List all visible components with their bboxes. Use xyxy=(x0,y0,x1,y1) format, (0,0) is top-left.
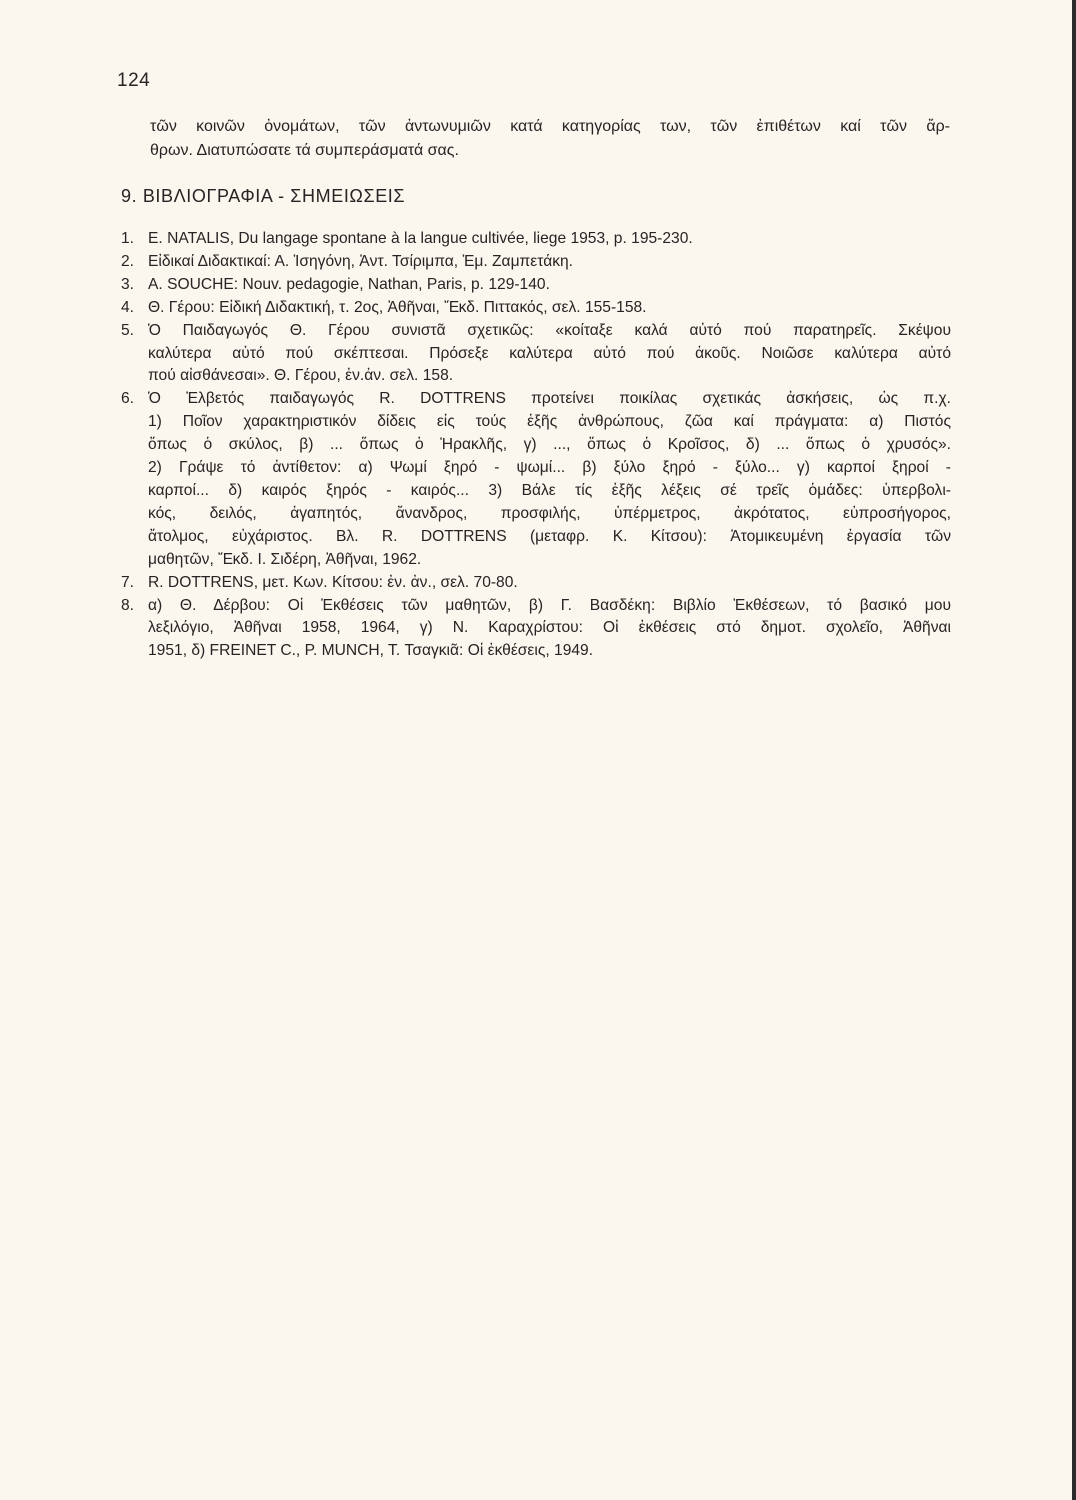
note-item xyxy=(121,274,951,297)
note-text xyxy=(148,320,951,389)
note-text xyxy=(148,595,951,664)
note-line: μαθητῶν, Ἔκδ. Ι. Σιδέρη, Ἀθῆναι, 1962. xyxy=(148,550,422,568)
page-edge xyxy=(1072,0,1076,1500)
intro-line: θρων. Διατυπώσατε τά συμπεράσματά σας. xyxy=(150,142,459,159)
note-item xyxy=(121,251,951,274)
note-text xyxy=(148,388,951,571)
note-line: α) Θ. Δέρβου: Οἱ Ἐκθέσεις τῶν μαθητῶν, β) Γ. Βασδέκη: Βιβλίο Ἐκθέσεων, τό βασικό μου xyxy=(148,596,951,614)
note-line: λεξιλόγιο, Ἀθῆναι 1958, 1964, γ) Ν. Καραχρίστου: Οἱ ἐκθέσεις στό δημοτ. σχολεῖο, Ἀθῆναι xyxy=(148,619,951,637)
intro-paragraph xyxy=(150,115,950,163)
note-number: 1. xyxy=(121,230,135,247)
intro-line: τῶν κοινῶν ὀνομάτων, τῶν ἀντωνυμιῶν κατά κατηγορίας των, τῶν ἐπιθέτων καί τῶν ἄρ- xyxy=(150,118,950,135)
note-line: καρποί... δ) καιρός ξηρός - καιρός... 3) Βάλε τίς ἑξῆς λέξεις σέ τρεῖς ὁμάδες: ὑπερβολι- xyxy=(148,481,951,499)
note-line: Ὁ Ἐλβετός παιδαγωγός R. DOTTRENS προτείνει ποικίλας σχετικάς ἀσκήσεις, ὡς π.χ. xyxy=(148,390,951,408)
note-number: 2. xyxy=(121,252,135,270)
note-number: 3. xyxy=(121,275,135,293)
note-text xyxy=(148,274,951,297)
note-line: Ὁ Παιδαγωγός Θ. Γέρου συνιστᾶ σχετικῶς: «κοίταξε καλά αὐτό πού παρατηρεῖς. Σκέψου xyxy=(148,321,951,339)
note-line: R. DOTTRENS, μετ. Κων. Κίτσου: ἐν. ἀν., σελ. 70-80. xyxy=(148,573,518,591)
note-item xyxy=(121,320,951,389)
note-number: 5. xyxy=(121,321,135,339)
page-number: 124 xyxy=(117,70,151,91)
note-number: 7. xyxy=(121,573,135,591)
note-item xyxy=(121,297,951,320)
note-item xyxy=(121,388,951,571)
notes-list xyxy=(121,228,951,663)
note-line: ὅπως ὁ σκύλος, β) ... ὅπως ὁ Ἡρακλῆς, γ) ..., ὅπως ὁ Κροῖσος, δ) ... ὅπως ὁ χρυσός». xyxy=(148,436,951,454)
note-line: E. NATALIS, Du langage spontane à la langue cultivée, liege 1953, p. 195-230. xyxy=(148,230,693,247)
note-text xyxy=(148,572,951,595)
note-number: 6. xyxy=(121,390,135,408)
note-text xyxy=(148,297,951,320)
note-item xyxy=(121,595,951,664)
note-line: πού αἰσθάνεσαι». Θ. Γέρου, ἐν.ἀν. σελ. 158. xyxy=(148,367,454,385)
note-number: 8. xyxy=(121,596,135,614)
note-item xyxy=(121,572,951,595)
note-line: ἄτολμος, εὐχάριστος. Βλ. R. DOTTRENS (μεταφρ. Κ. Κίτσου): Ἀτομικευμένη ἐργασία τῶν xyxy=(148,527,951,545)
section-heading: 9. ΒΙΒΛΙΟΓΡΑΦΙΑ - ΣΗΜΕΙΩΣΕΙΣ xyxy=(121,186,406,206)
note-item xyxy=(121,228,951,251)
note-line: Θ. Γέρου: Εἰδική Διδακτική, τ. 2ος, Ἀθῆναι, Ἔκδ. Πιττακός, σελ. 155-158. xyxy=(148,298,647,316)
note-line: A. SOUCHE: Nouv. pedagogie, Nathan, Paris, p. 129-140. xyxy=(148,275,550,293)
note-text xyxy=(148,251,951,274)
note-line: καλύτερα αὐτό πού σκέπτεσαι. Πρόσεξε καλύτερα αὐτό πού ἀκοῦς. Νοιῶσε καλύτερα αὐτό xyxy=(148,344,951,362)
note-line: 2) Γράψε τό ἀντίθετον: α) Ψωμί ξηρό - ψωμί... β) ξύλο ξηρό - ξύλο... γ) καρποί ξηροί - xyxy=(148,459,951,477)
note-line: κός, δειλός, ἀγαπητός, ἄνανδρος, προσφιλής, ὑπέρμετρος, ἀκρότατος, εὐπροσήγορος, xyxy=(148,504,951,522)
note-number: 4. xyxy=(121,298,135,316)
note-line: 1) Ποῖον χαρακτηριστικόν δίδεις εἰς τούς ἑξῆς ἀνθρώπους, ζῶα καί πράγματα: α) Πιστός xyxy=(148,413,951,431)
note-line: 1951, δ) FREINET C., P. MUNCH, T. Τσαγκιᾶ: Οἱ ἐκθέσεις, 1949. xyxy=(148,642,594,660)
note-text xyxy=(148,228,951,251)
note-line: Εἰδικαί Διδακτικαί: Α. Ἰσηγόνη, Ἀντ. Τσίριμπα, Ἐμ. Ζαμπετάκη. xyxy=(148,252,574,270)
